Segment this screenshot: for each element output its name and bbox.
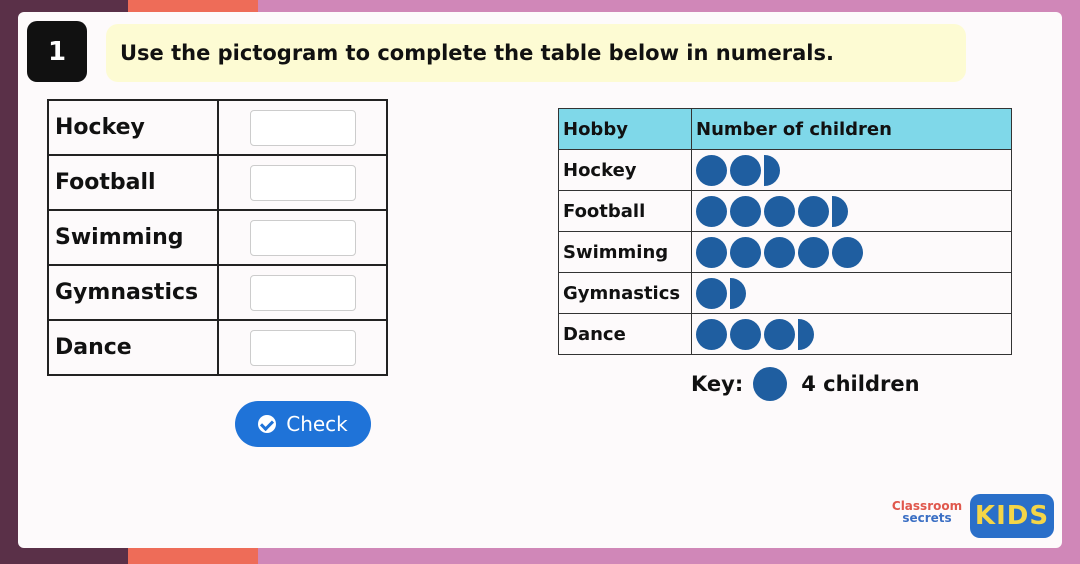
pictogram-table (558, 108, 1012, 355)
pictogram-row (559, 150, 1012, 191)
pictogram-symbols (696, 237, 1010, 268)
pictogram-circle-icon (764, 319, 795, 350)
key-circle-icon (753, 367, 787, 401)
pictogram-circle-icon (696, 155, 727, 186)
pictogram-circle-icon (730, 237, 761, 268)
answer-row-label: Football (48, 155, 218, 210)
pictogram-hobby: Gymnastics (559, 273, 692, 314)
logo-secrets-text: secrets (902, 511, 952, 525)
answer-row (48, 265, 387, 320)
answer-table (47, 99, 388, 376)
pictogram-circle-icon (730, 196, 761, 227)
pictogram-hobby: Dance (559, 314, 692, 355)
check-button-label: Check (286, 412, 348, 436)
pictogram-symbols (696, 196, 1010, 227)
pictogram-circle-icon (764, 237, 795, 268)
pictogram-hobby: Swimming (559, 232, 692, 273)
pictogram-circle-icon (832, 237, 863, 268)
pictogram-circle-icon (696, 237, 727, 268)
answer-input-football[interactable] (250, 165, 356, 201)
pictogram-row (559, 314, 1012, 355)
answer-row-label: Gymnastics (48, 265, 218, 320)
pictogram-symbols (696, 155, 1010, 186)
logo-classroom-text: Classroom (891, 499, 963, 513)
pictogram-row (559, 232, 1012, 273)
pictogram-circle-icon (730, 319, 761, 350)
question-number: 1 (27, 21, 87, 82)
pictogram-key (691, 366, 920, 402)
answer-row (48, 100, 387, 155)
question-prompt-text: Use the pictogram to complete the table below in numerals. (120, 41, 834, 65)
answer-row (48, 155, 387, 210)
pictogram-circle-icon (764, 196, 795, 227)
logo-kids-badge (970, 494, 1054, 538)
classroom-secrets-kids-logo (888, 494, 1058, 540)
answer-row-label: Hockey (48, 100, 218, 155)
pictogram-circle-icon (696, 196, 727, 227)
logo-classroom-secrets (888, 500, 966, 524)
answer-input-dance[interactable] (250, 330, 356, 366)
pictogram-circle-icon (730, 155, 761, 186)
answer-row-label: Swimming (48, 210, 218, 265)
pictogram-circle-icon (798, 196, 829, 227)
pictogram-circle-icon (696, 278, 727, 309)
answer-row-label: Dance (48, 320, 218, 375)
pictogram-header-count: Number of children (692, 109, 1012, 150)
pictogram-half-circle-icon (832, 196, 848, 227)
answer-row (48, 320, 387, 375)
pictogram-half-circle-icon (764, 155, 780, 186)
pictogram-header-row (559, 109, 1012, 150)
pictogram-half-circle-icon (730, 278, 746, 309)
key-label: Key: (691, 372, 744, 396)
pictogram-symbols (696, 278, 1010, 309)
pictogram-hobby: Hockey (559, 150, 692, 191)
pictogram-symbols (696, 319, 1010, 350)
question-prompt (106, 24, 966, 82)
pictogram-hobby: Football (559, 191, 692, 232)
pictogram-row (559, 273, 1012, 314)
answer-input-hockey[interactable] (250, 110, 356, 146)
answer-input-swimming[interactable] (250, 220, 356, 256)
pictogram-header-hobby: Hobby (559, 109, 692, 150)
check-button[interactable] (235, 401, 371, 447)
check-circle-icon (258, 415, 276, 433)
pictogram-half-circle-icon (798, 319, 814, 350)
key-value: 4 children (801, 372, 920, 396)
pictogram-circle-icon (798, 237, 829, 268)
pictogram-row (559, 191, 1012, 232)
pictogram-circle-icon (696, 319, 727, 350)
answer-row (48, 210, 387, 265)
answer-input-gymnastics[interactable] (250, 275, 356, 311)
logo-kids-text: KIDS (974, 501, 1050, 531)
